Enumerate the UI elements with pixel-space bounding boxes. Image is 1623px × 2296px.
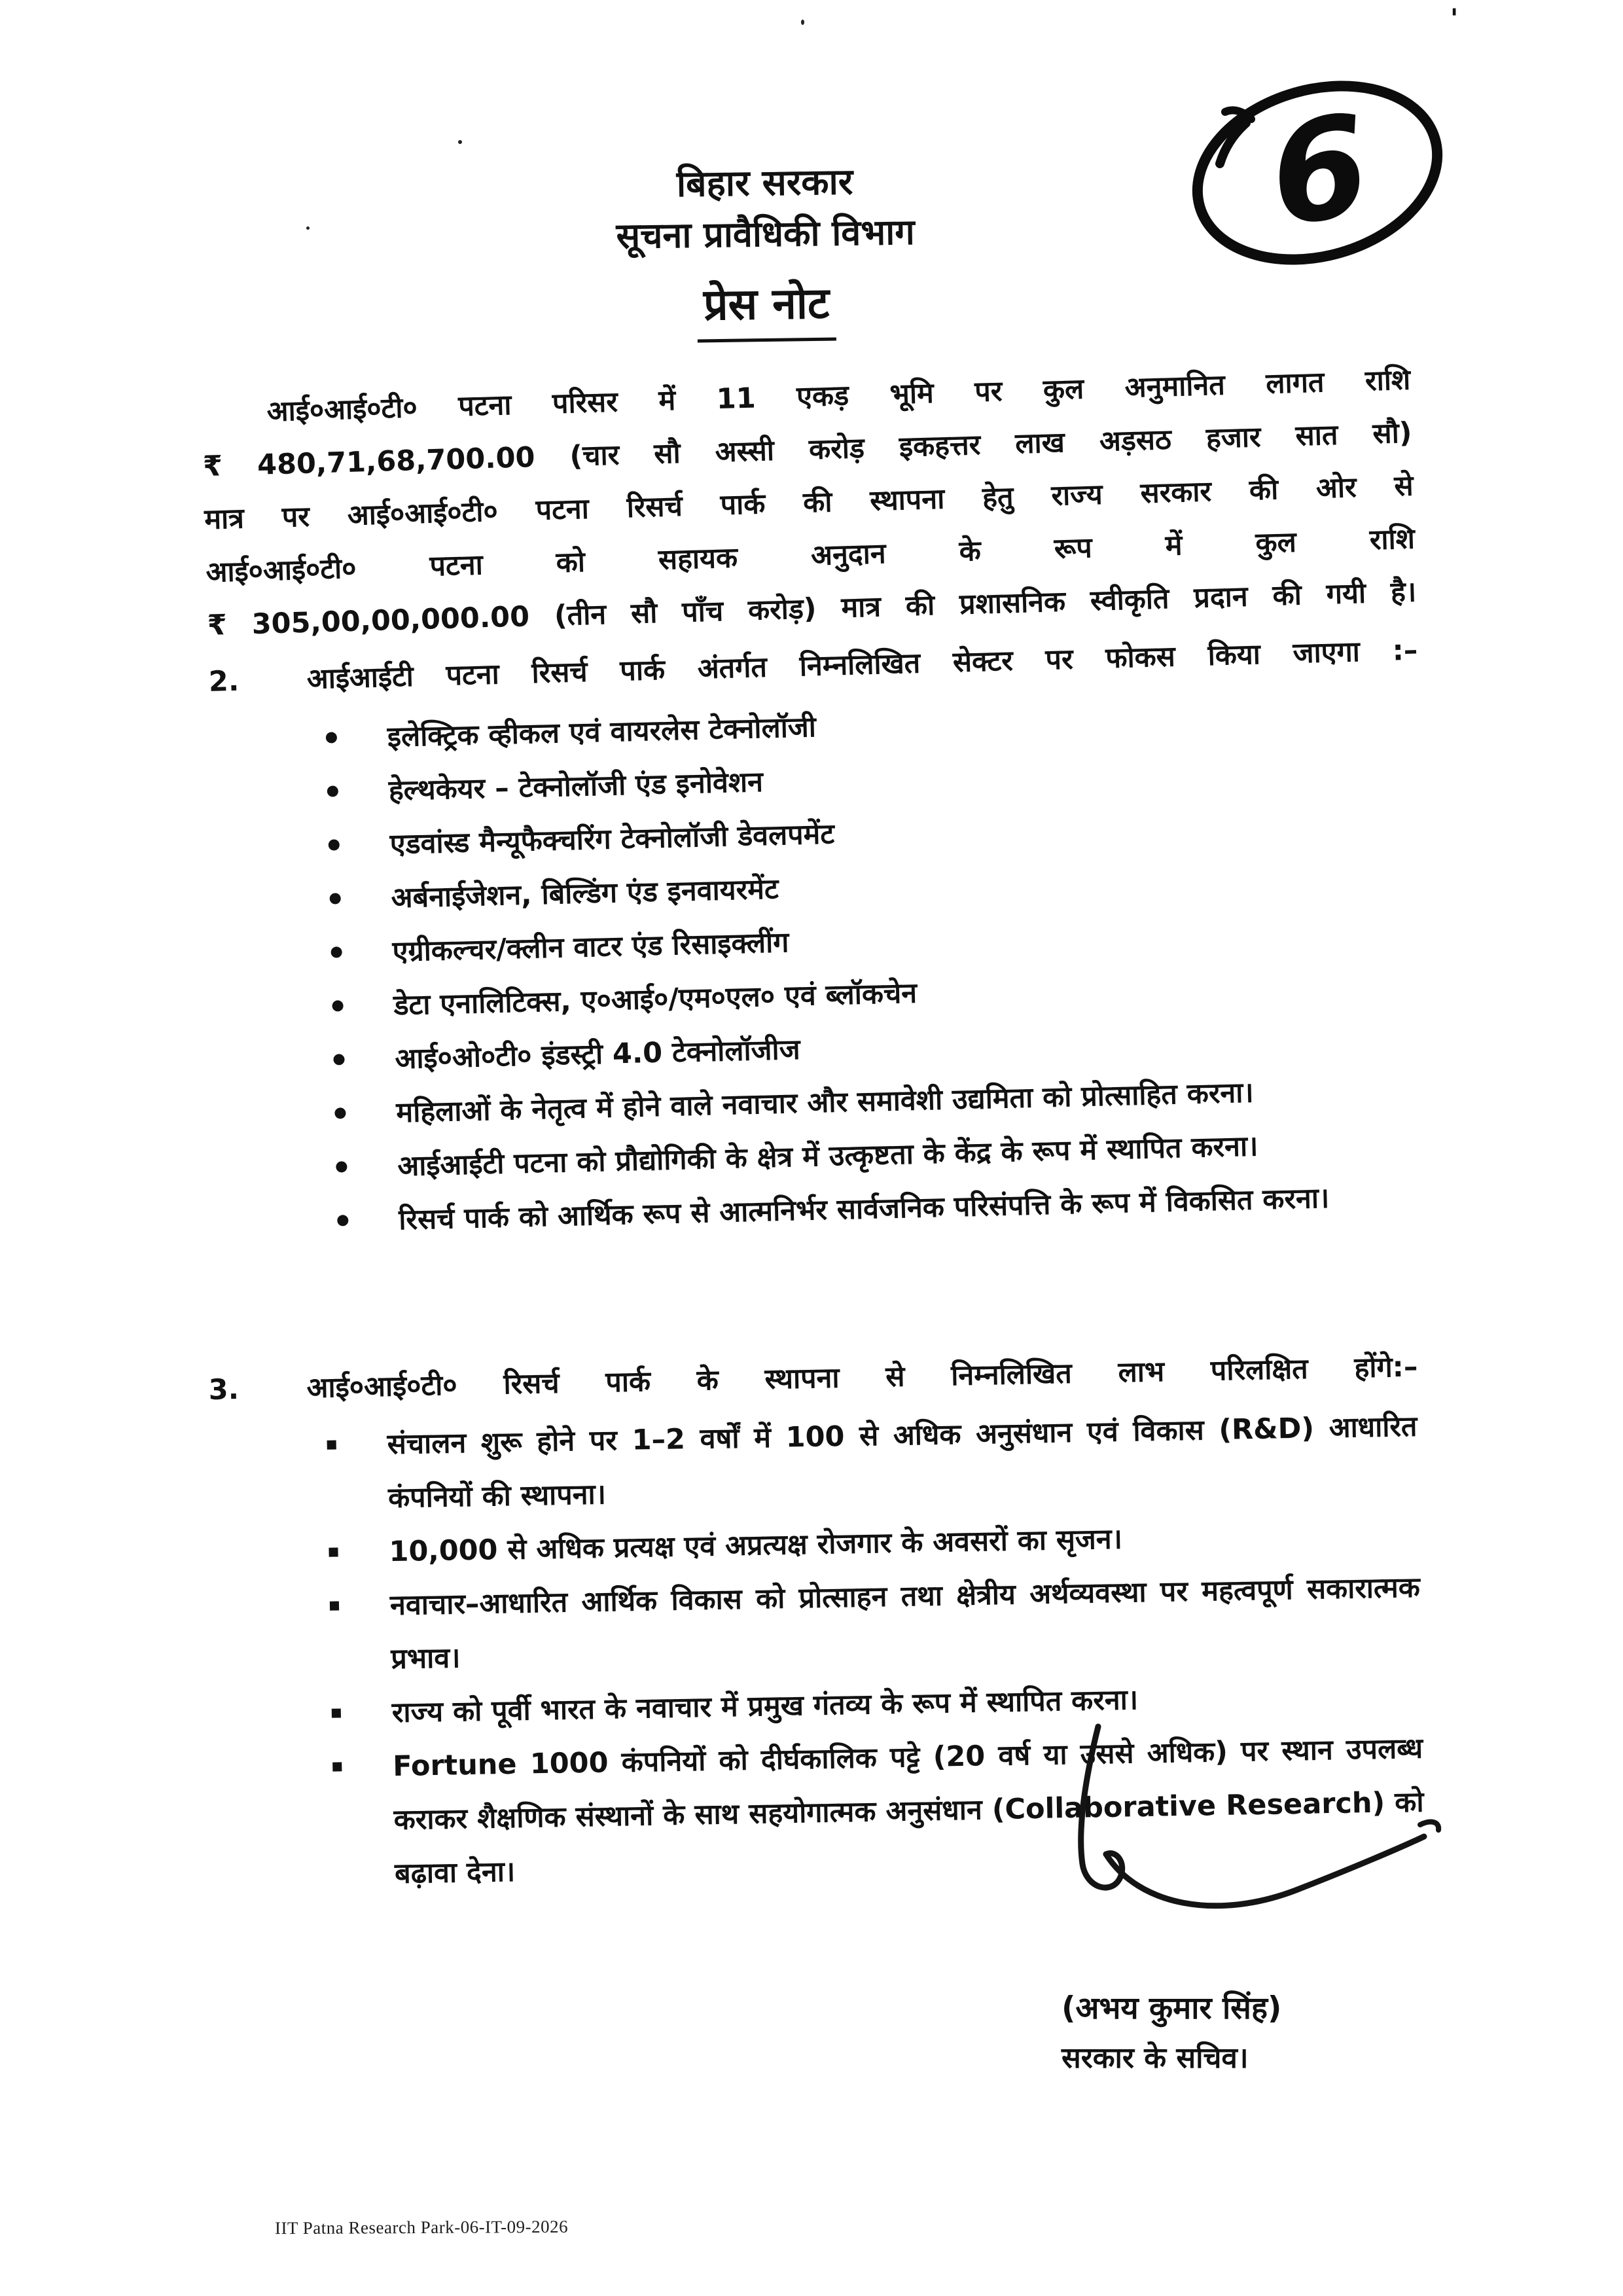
- square-bullet-icon: [330, 1601, 339, 1610]
- list-item-text: नवाचार–आधारित आर्थिक विकास को प्रोत्साहन तथा क्षेत्रीय अर्थव्यवस्था पर महत्वपूर्ण सकारात्मक प्रभाव।: [389, 1571, 1421, 1676]
- paragraph-sanction: [201, 354, 1418, 653]
- list-item-text: राज्य को पूर्वी भारत के नवाचार में प्रमुख गंतव्य के रूप में स्थापित करना।: [391, 1683, 1139, 1730]
- list-item: [317, 1400, 1419, 1526]
- list-item-text: एग्रीकल्चर/क्लीन वाटर एंड रिसाइक्लींग: [392, 926, 789, 969]
- paragraph-line: ₹ 480,71,68,700.00 (चार सौ अस्सी करोड़ इकहत्तर लाख अड़सठ हजार सात सौ): [202, 416, 1413, 484]
- government-name: बिहार सरकार: [676, 160, 853, 205]
- signature-sweep-stroke: [1106, 1837, 1424, 1906]
- square-bullet-icon: [327, 1441, 336, 1450]
- list-item-text: इलेक्ट्रिक व्हीकल एवं वायरलेस टेक्नोलॉजी: [387, 711, 817, 754]
- paragraph-line: आई०आई०टी० पटना को सहायक अनुदान के रूप में कुल राशि: [205, 522, 1416, 590]
- square-bullet-icon: [332, 1708, 341, 1717]
- signatory-designation: सरकार के सचिव।: [1061, 2041, 1249, 2075]
- list-item-text: रिसर्च पार्क को आर्थिक रूप से आत्मनिर्भर सार्वजनिक परिसंपत्ति के रूप में विकसित करना।: [398, 1181, 1330, 1237]
- section-number: 2.: [208, 664, 240, 698]
- list-item-text: डेटा एनालिटिक्स, ए०आई०/एम०एल० एवं ब्लॉकचेन: [393, 977, 918, 1022]
- paragraph-line: ₹ 305,00,00,000.00 (तीन सौ पाँच करोड़) मात्र की प्रशासनिक स्वीकृति प्रदान की गयी है।: [207, 575, 1417, 643]
- section-heading-text: आईआईटी पटना रिसर्च पार्क अंतर्गत निम्नलिखित सेक्टर पर फोकस किया जाएगा :–: [306, 634, 1418, 696]
- signatory-name: (अभय कुमार सिंह): [1061, 1990, 1282, 2026]
- square-bullet-icon: [329, 1547, 338, 1556]
- list-item-text: 10,000 से अधिक प्रत्यक्ष एवं अप्रत्यक्ष रोजगार के अवसरों का सृजन।: [389, 1522, 1123, 1569]
- bullet-icon: [327, 785, 338, 797]
- list-item-text: महिलाओं के नेतृत्व में होने वाले नवाचार और समावेशी उद्यमिता को प्रोत्साहित करना।: [395, 1076, 1255, 1130]
- scan-speck: [801, 20, 804, 25]
- bullet-icon: [337, 1215, 348, 1226]
- bullet-icon: [336, 1161, 347, 1172]
- bullet-icon: [330, 946, 342, 958]
- list-item-text: एडवांस्ड मैन्यूफैक्चरिंग टेक्नोलॉजी डेवलपमेंट: [389, 817, 835, 861]
- list-item-text: आई०ओ०टी० इंडस्ट्री 4.0 टेक्नोलॉजीज: [394, 1033, 801, 1076]
- section-heading-text: आई०आई०टी० रिसर्च पार्क के स्थापना से निम्नलिखित लाभ परिलक्षित होंगे:–: [306, 1350, 1418, 1405]
- bullet-icon: [334, 1107, 346, 1119]
- signatory-block: [1061, 1990, 1281, 2076]
- page-number-digit: 6: [1260, 84, 1379, 258]
- focus-sector-list: [317, 686, 1429, 1248]
- list-item: [320, 1561, 1421, 1687]
- paragraph-line: मात्र पर आई०आई०टी० पटना रिसर्च पार्क की स्थापना हेतु राज्य सरकार की ओर से: [204, 469, 1414, 537]
- document-title: प्रेस नोट: [696, 272, 836, 342]
- document-header: [0, 151, 1533, 352]
- list-item-text: हेल्थकेयर – टेक्नोलॉजी एंड इनोवेशन: [388, 765, 764, 808]
- department-name: सूचना प्रावैधिकी विभाग: [616, 211, 916, 257]
- document-title-wrap: [1, 262, 1533, 352]
- signature-tick-stroke: [1420, 1822, 1438, 1830]
- square-bullet-icon: [332, 1762, 342, 1771]
- scan-stray-mark: ': [1450, 4, 1459, 34]
- bullet-icon: [330, 893, 341, 904]
- footer-reference: IIT Patna Research Park-06-IT-09-2026: [274, 2216, 569, 2238]
- bullet-icon: [326, 732, 337, 743]
- list-item-text: अर्बनाईजेशन, बिल्डिंग एंड इनवायरमेंट: [391, 872, 779, 915]
- list-item-text: संचालन शुरू होने पर 1–2 वर्षों में 100 से अधिक अनुसंधान एवं विकास (R&D) आधारित कंपनियों की स्थापना।: [387, 1410, 1418, 1515]
- list-item-text: Fortune 1000 कंपनियों को दीर्घकालिक पट्टे (20 वर्ष या उससे अधिक) पर स्थान उपलब्ध कराकर शैक्षणिक संस्थानों के साथ सहयोगात्मक अनुसंधान (Collaborative Research) को बढ़ावा देना।: [392, 1732, 1424, 1891]
- paragraph-line: आई०आई०टी० पटना परिसर में 11 एकड़ भूमि पर कुल अनुमानित लागत राशि: [266, 363, 1411, 429]
- section-number: 3.: [208, 1373, 240, 1407]
- bullet-icon: [329, 839, 340, 850]
- bullet-icon: [332, 1000, 343, 1011]
- signature-icon: [1021, 1715, 1479, 1957]
- scan-speck: [458, 140, 462, 144]
- list-item-text: आईआईटी पटना को प्रौद्योगिकी के क्षेत्र में उत्कृष्टता के केंद्र के रूप में स्थापित करना।: [397, 1130, 1258, 1183]
- bullet-icon: [333, 1054, 344, 1065]
